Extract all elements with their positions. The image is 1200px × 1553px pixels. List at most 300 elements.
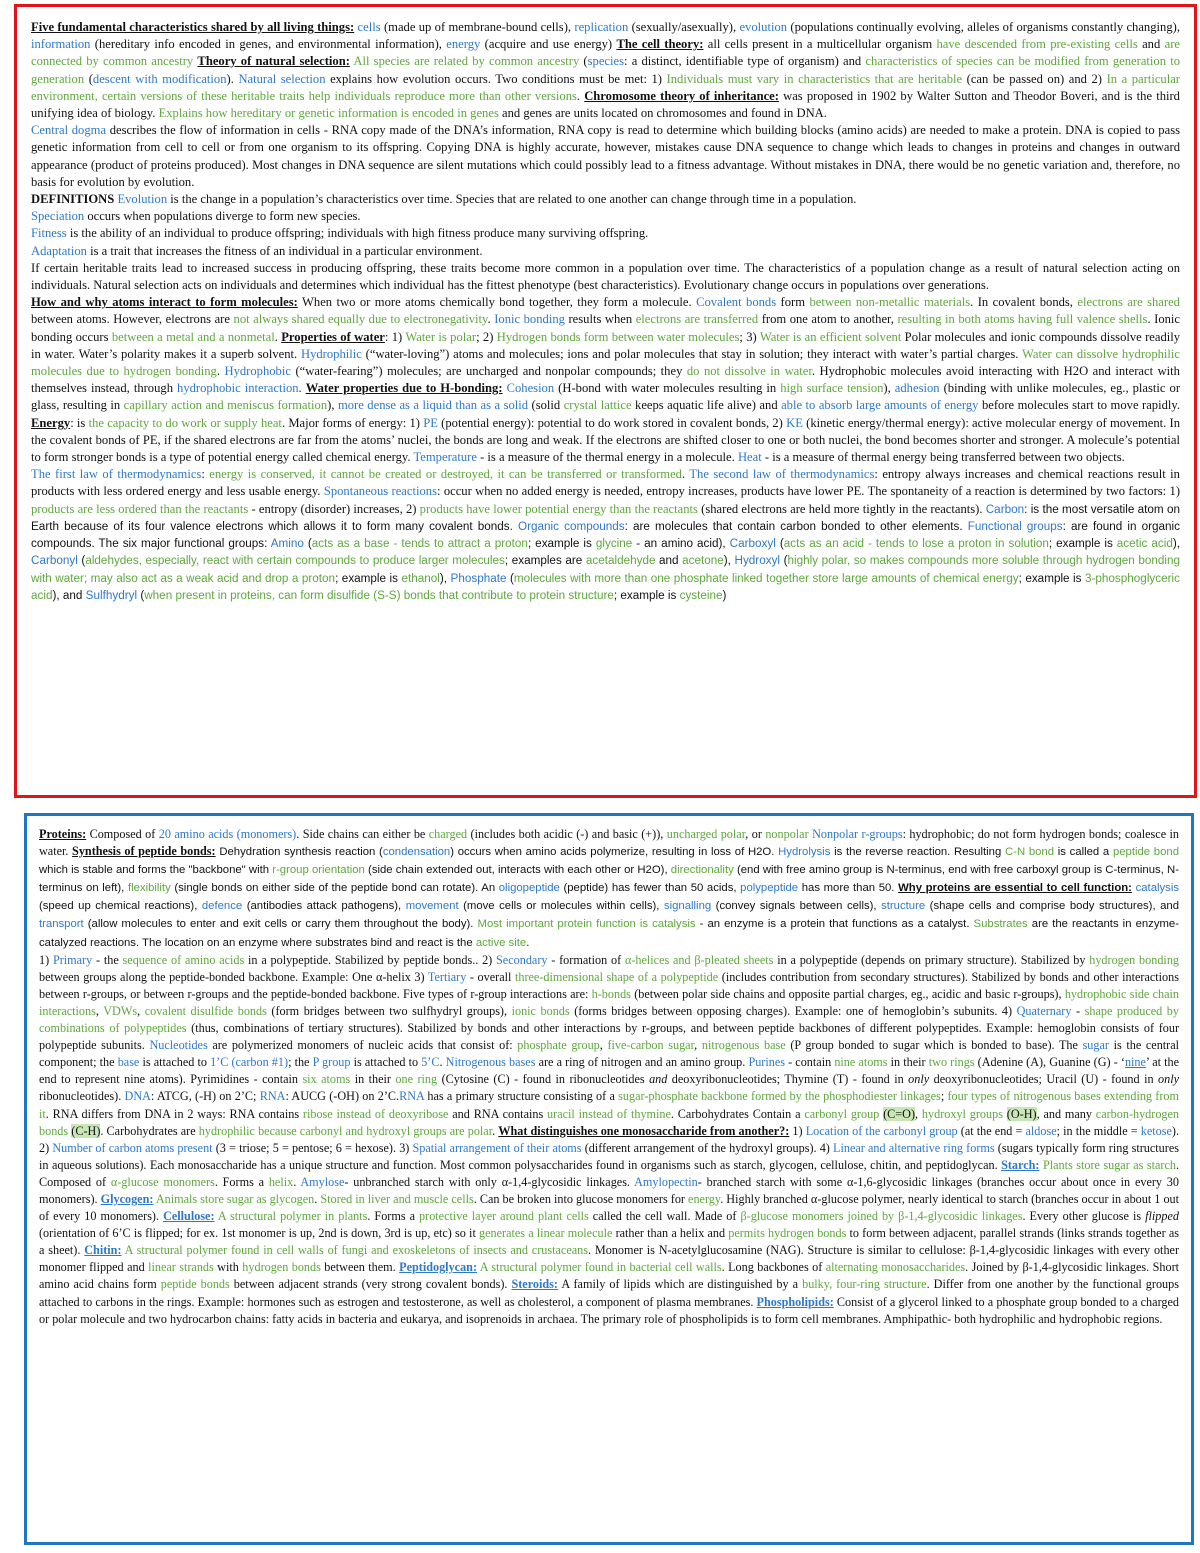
text-run: results when [564,312,636,327]
term: replication [574,20,629,34]
text-run: (shape cells and comprise body structures), and [925,900,1180,913]
key-point: Water is polar [405,329,477,344]
key-point: acetaldehyde [585,554,656,568]
text-run: - entropy (disorder) increases, 2) [248,501,420,516]
text-run: : ATCG, (-H) on 2’C; [150,1089,260,1104]
text-run: . [314,1191,321,1206]
key-point: when present in proteins, can form disulfide (S-S) bonds that contribute to protein structure [144,588,614,602]
key-point: the capacity to do work or supply heat [88,415,282,430]
term: structure [881,900,926,913]
section-heading: Properties of water [281,329,385,344]
term: sugar [1082,1038,1109,1053]
term: Spatial arrangement of their atoms [412,1140,582,1155]
term: Natural selection [238,71,326,86]
text-run: A family of lipids which are distinguished by a [557,1277,803,1292]
text-run: . Differ from one another by the functional groups attached to carbons in the rings. Example: hormones such as estrogen and testosterone, as well as cholesterol, a component of plasma membranes. [39,1277,1179,1309]
text-run: , [694,1038,702,1053]
key-point: five-carbon sugar [607,1038,695,1053]
term: Hydrophilic [300,346,362,361]
text-run: : entropy always increases and chemical reactions result in products with less ordered energy and less usable energy. [31,467,1180,499]
term: Heat [737,450,762,465]
term: DNA [124,1089,151,1104]
key-point: products have lower potential energy than the reactants [419,501,698,516]
text-run: : are molecules that contain carbon bonded to other elements. [624,519,968,533]
key-point: Individuals must vary in characteristics that are heritable [666,71,963,86]
term: Nucleotides [149,1038,208,1053]
key-point: Most important protein function is catalysis [477,918,696,931]
text-run: between groups along the peptide-bonded backbone. Example: One α-helix 3) [39,969,428,984]
text-run: (sexually/asexually), [628,20,740,34]
text-run: : is [70,415,89,430]
text-run: ). [226,71,239,86]
key-point: peptide bond [1112,846,1180,859]
section-label: DEFINITIONS [31,192,115,207]
key-point: four types of nitrogenous bases extending from it [39,1089,1179,1121]
key-point: aldehydes, especially, react with certain compounds to produce larger molecules [85,554,505,568]
text-run: . Highly branched α-glucose polymer, nearly identical to starch (branches occur in about 1 out of every 10 monomers). [39,1191,1180,1224]
text-run: between adjacent strands (very strong covalent bonds). [229,1277,512,1292]
text-run: 1) [789,1123,806,1138]
term: Amino [270,537,304,551]
text-run: occurs when populations diverge to form new species. [84,209,361,224]
key-point: linear strands [148,1260,214,1275]
key-point: carbon-hydrogen bonds [39,1106,1180,1138]
text-run: ( [579,54,588,69]
text-run: . Side chains can either be [296,827,429,841]
text-run: (Cytosine (C) - found in ribonucleotides [437,1072,650,1087]
key-point: Explains how hereditary or genetic information is encoded in genes [158,106,499,121]
term: Hydrophobic [224,364,291,379]
paragraph [31,260,1180,294]
section-heading: Water properties due to H-bonding: [305,381,503,396]
key-point: between a metal and a nonmetal [111,329,275,344]
text-run: ; examples are [504,554,586,568]
paragraph [31,225,1180,242]
key-point: Hydrogen bonds form between water molecules [496,329,740,344]
section-heading: Theory of natural selection: [197,54,350,69]
text-run: (includes contribution from secondary structures). Stabilized by bonds and other interactions between r-groups, or between r-groups and the peptide-bonded backbone. Five types of r-group interactions are: [39,969,1179,1001]
text-run: (“water-loving”) atoms and molecules; ions and polar molecules that stay in solution; they interact with water’s partial charges. [361,346,1022,361]
section-heading: Starch: [1001,1157,1040,1172]
text-run: (at the end = [957,1123,1026,1138]
emphasis: only [908,1072,930,1087]
text-run: ; example is [613,588,680,602]
term: Carbon [985,502,1025,516]
key-point: not always shared equally due to electronegativity [233,312,488,327]
text-run: and RNA contains [448,1106,548,1121]
text-run: . Can be broken into glucose monomers for [473,1191,689,1206]
term: movement [405,900,459,913]
text-run: If certain heritable traits lead to increased success in producing offspring, these traits become more common in a population over time. The characteristics of a population change as a result of natural selection acting on individuals. Natural selection acts on individuals and determines which individual has the fittest phenotype (best characteristics). Evolutionary change occurs in populations over generations. [31,260,1180,293]
text-run: , and many [1036,1106,1096,1121]
text-run: to form between adjacent, parallel strands (links strands together as a sheet). [39,1226,1179,1258]
text-run: (shared electrons are held more tightly in the reactants). [697,501,986,516]
key-point: molecules with more than one phosphate linked together store large amounts of chemical energy [513,571,1019,585]
text-run: (includes both acidic (-) and basic (+)), [467,827,667,841]
term: polypeptide [740,882,799,895]
text-run: (move cells or molecules within cells), [458,900,664,913]
key-point: generates a linear molecule [479,1226,613,1241]
text-run: ( [77,554,86,568]
key-point: All species are related by common ancestry [353,54,580,69]
text-run: . [492,1123,499,1138]
text-run: . Ionic bonding occurs [31,312,1181,344]
text-run: (form bridges between two sulfhydryl groups), [266,1003,512,1018]
term: Ionic bonding [494,312,565,327]
text-run: ; in the middle = [1056,1123,1141,1138]
text-run: ( [303,537,312,551]
text-run: (Adenine (A), Guanine (G) - ‘ [974,1055,1125,1070]
text-run: ), [327,398,338,413]
text-run: form [776,295,810,310]
text-run: rather than a helix and [612,1226,729,1241]
text-run: in a polypeptide. Stabilized by peptide bonds.. 2) [244,952,497,967]
text-run: ; example is [527,537,596,551]
key-point: cysteine [679,588,723,602]
key-point: r-group orientation [272,864,365,877]
term: Organic compounds [518,519,625,533]
text-run: When two or more atoms chemically bond together, they form a molecule. [297,295,697,310]
text-run: (made up of membrane-bound cells), [380,20,575,34]
section-heading: Chitin: [84,1243,122,1258]
text-run: (P group bonded to sugar which is bonded to base). The [785,1038,1083,1053]
term: Primary [52,952,93,967]
text-run: : is the most versatile atom on Earth because of its four valence electrons which allows it to form many covalent bonds. [31,502,1181,533]
paragraph [31,19,1180,122]
text-run: . [216,364,225,379]
text-run: ; 2) [476,329,497,344]
text-run: ; [940,1089,948,1104]
text-run: - an enzyme is a protein that functions as a catalyst. [695,918,974,931]
key-point: Substrates [973,918,1028,931]
text-run: Consist of a glycerol linked to a phosphate group bonded to a charged or polar molecule and two hydrocarbon chains: fatty acids in bacteria and eukarya, and isoprenoids in archaea. The primary role of phospholipids is to form cell membranes. Amphipathic- both hydrophilic and hydrophobic regions. [39,1294,1179,1326]
section-heading: How and why atoms interact to form molecules: [31,295,298,310]
key-point: alternating monosaccharides [825,1260,966,1275]
notes-panel-blue [24,813,1194,1545]
term: cells [357,20,381,34]
key-point: are connected by common ancestry [31,37,1180,69]
text-run: in their [887,1055,929,1070]
key-point: A structural polymer in plants [217,1209,368,1224]
text-run: ), and [52,588,86,602]
term: Evolution [117,192,168,207]
text-run: is a trait that increases the fitness of an individual in a particular environment. [86,243,483,258]
highlighted-formula: (C-H) [71,1123,101,1138]
text-run: . Every other glucose is [1022,1209,1146,1224]
term: Central dogma [31,123,107,138]
text-run: is attached to [139,1055,211,1070]
text-run: has a primary structure consisting of a [424,1089,619,1104]
key-point: capillary action and meniscus formation [123,398,328,413]
text-run: - contain [785,1055,835,1070]
key-point: between non-metallic materials [809,295,971,310]
text-run: are polymerized monomers of nucleic acids that consist of: [207,1038,518,1053]
term: Nitrogenous bases [445,1055,536,1070]
term: Nonpolar r-groups [812,827,903,841]
section-heading: Cellulose: [163,1209,215,1224]
term: descent with modification [92,71,227,86]
term: Quaternary [1016,1003,1072,1018]
text-run: (kinetic energy/thermal energy): active molecular energy of movement. In the covalent bonds of PE, if the shared electrons are far from the atoms’ nuclei, the bonds are long and weak. If the electrons are shifted closer to one or both nuclei, the bond becomes shorter and stronger. A molecule’s potential to form stronger bonds is a type of potential energy called chemical energy. [31,415,1181,465]
text-run: (can be passed on) and 2) [962,71,1107,86]
term: 20 amino acids (monomers) [158,827,297,841]
term: oligopeptide [498,882,560,895]
term: PE [423,415,438,430]
text-run: - [1071,1003,1085,1018]
text-run: : are found in organic compounds. The six major functional groups: [31,519,1181,551]
text-run: and [1137,37,1165,52]
key-point: hydrophobic side chain interactions [39,986,1180,1018]
text-run: in their [350,1072,396,1087]
text-run: (convey signals between cells), [711,900,882,913]
text-run: . Carbohydrates are [100,1123,199,1138]
key-point: acts as an acid - tends to lose a proton in solution [783,537,1049,551]
term: Sulfhydryl [85,588,138,602]
term: Covalent bonds [696,295,777,310]
text-run: ; 3) [739,329,760,344]
key-point: active site [475,936,527,949]
text-run: is called a [1054,846,1113,859]
term: Hydroxyl [734,554,781,568]
section-heading: Peptidoglycan: [399,1260,478,1275]
key-point: ionic bonds [511,1003,570,1018]
text-run: (sugars typically form ring structures in aqueous solutions). Each monosaccharide has a unique structure and function. Most common polysaccharides found in organisms such as starch, glycogen, cellulose, chitin, and peptidoglycan. [39,1140,1179,1172]
text-run: (H-bond with water molecules resulting in [554,381,781,396]
paragraph [31,294,1180,466]
text-run: - branched starch with some α-1,6-glycosidic linkages (branches occur about once in every 30 monomers). [39,1174,1179,1206]
key-point: have descended from pre-existing cells [936,37,1138,52]
text-run: ( [84,71,93,86]
term: RNA [259,1089,286,1104]
text-run: deoxyribonucleotides; Uracil (U) - found in [929,1072,1159,1087]
text-run: . [576,88,585,103]
text-run: (acquire and use energy) [480,37,617,52]
term: Amylopectin [634,1174,698,1189]
text-run: ( [780,554,788,568]
key-point: energy [688,1191,721,1206]
term: Purines [748,1055,785,1070]
text-run: was proposed in 1902 by Walter Sutton and Theodor Boveri, and is the third unifying idea of biology. [31,88,1180,121]
key-point: shape produced by combinations of polypeptides [39,1003,1179,1036]
term: more dense as a liquid than as a solid [337,398,529,413]
text-run: (potential energy): potential to do work stored in covalent bonds, 2) [437,415,787,430]
text-run: between them. [320,1260,400,1275]
paragraph [31,466,1180,604]
key-point: sugar-phosphate backbone formed by the phosphodiester linkages [618,1089,941,1104]
key-point: acetic acid [1116,537,1173,551]
text-run: and [655,554,683,568]
text-run: . RNA differs from DNA in 2 ways: RNA contains [45,1106,303,1121]
text-run: ribonucleotides). [39,1089,125,1104]
key-point: do not dissolve in water [686,364,812,379]
text-run: ). 2) [39,1123,1180,1155]
term: Functional groups [967,519,1063,533]
text-run: - unbranched starch with only α-1,4-glycosidic linkages. [344,1174,635,1189]
key-point: one ring [395,1072,438,1087]
text-run: deoxyribonucleotides; Thymine (T) - found in [667,1072,909,1087]
text-run: (end with free amino group is N-terminus, end with free carboxyl group is C-terminus, N-terminus on left), [39,864,1179,895]
text-run: , [95,1003,104,1018]
key-point: permits hydrogen bonds [728,1226,847,1241]
text-run: ; example is [1048,537,1117,551]
text-run: is the ability of an individual to produce offspring; individuals with high fitness produce many surviving offspring. [66,226,649,241]
term: The second law of thermodynamics [689,467,875,482]
text-run: : hydrophobic; do not form hydrogen bonds; coalesce in water. [39,827,1179,859]
text-run: explains how evolution occurs. Two conditions must be met: 1) [325,71,667,86]
section-heading: Steroids: [511,1277,558,1292]
text-run: - an amino acid), [632,537,730,551]
key-point: ethanol [401,571,440,585]
key-point: hydroxyl groups [921,1106,1003,1121]
text-run: . In covalent bonds, [970,295,1078,310]
key-point: nonpolar [765,827,809,841]
term: Speciation [31,209,85,224]
key-point: acetone [682,554,724,568]
key-point: β-glucose monomers joined by β-1,4-glycosidic linkages [740,1209,1023,1224]
emphasis: and [649,1072,668,1087]
text-run: . [293,1174,301,1189]
notes-panel-red [14,4,1197,798]
key-point: glycine [595,537,633,551]
text-run: : a distinct, identifiable type of organism) and [624,54,866,69]
text-run: - overall [466,969,515,984]
text-run: (speed up chemical reactions), [39,900,202,913]
text-run: - is a measure of thermal energy being transferred between two objects. [761,450,1125,465]
term: Carboxyl [729,537,776,551]
term: able to absorb large amounts of energy [781,398,979,413]
text-run: - the [92,952,123,967]
term: 1’C (carbon #1) [210,1055,289,1070]
text-run: with [213,1260,243,1275]
text-run: ), [1172,537,1180,551]
text-run: between atoms. However, electrons are [31,312,234,327]
section-heading: Why proteins are essential to cell function: [898,882,1132,895]
term: Tertiary [427,969,467,984]
key-point: Water can dissolve hydrophilic molecules due to hydrogen bonding [31,346,1180,379]
term: base [117,1055,140,1070]
text-run: Polar molecules and ionic compounds dissolve readily in water. Water’s polarity makes it a superb solvent. [31,329,1181,361]
term: species [587,54,625,69]
term: catalysis [1135,882,1180,895]
text-run: are the reactants in enzyme-catalyzed reactions. The location on an enzyme where substrates bind and react is the [39,918,1180,949]
term: Adaptation [31,243,87,258]
section-heading: Five fundamental characteristics shared by all living things: [31,20,355,34]
text-run: . [274,329,282,344]
term: Linear and alternative ring forms [833,1140,995,1155]
key-point: electrons are shared [1077,295,1180,310]
highlighted-formula: (O-H) [1006,1106,1037,1121]
key-point: Stored in liver and muscle cells [320,1191,474,1206]
text-run: is the central component; the [39,1038,1180,1070]
key-point: six atoms [302,1072,351,1087]
key-point: VDWs [103,1003,138,1018]
key-point: A structural polymer found in bacterial cell walls [479,1260,722,1275]
key-point: charged [428,827,468,841]
key-point: α-glucose monomers [110,1174,215,1189]
text-run: . [487,312,495,327]
text-run: (hereditary info encoded in genes, and environmental information), [90,37,447,52]
paragraph [39,952,1179,1328]
term: P group [312,1055,351,1070]
text-run: ( [775,537,784,551]
text-run: is attached to [350,1055,422,1070]
text-run: ; example is [1018,571,1085,585]
key-point: h-bonds [591,986,631,1001]
section-heading: Energy [31,415,71,430]
text-run: from one atom to another, [758,312,898,327]
text-run: . Forms a [214,1174,269,1189]
key-point: high surface tension [780,381,884,396]
term: Spontaneous reactions [323,484,437,499]
term: information [31,37,91,52]
text-run: (different arrangement of the hydroxyl groups). 4) [581,1140,834,1155]
paragraph [31,122,1180,191]
term: KE [786,415,803,430]
text-run: are a ring of nitrogen and an amino group. [535,1055,749,1070]
text-run: (antibodies attack pathogens), [242,900,406,913]
text-run: ’ at the end to represent nine atoms). Pyrimidines - contain [39,1055,1180,1087]
key-point: In a particular environment, certain versions of these heritable traits help individuals reproduce more than other versions [31,71,1180,103]
key-point: bulky, four-ring structure [802,1277,927,1292]
paragraph [31,191,1180,208]
text-run: ( [137,588,145,602]
text-run: , [137,1003,145,1018]
text-run: . Composed of [39,1157,1180,1189]
term: Carbonyl [31,554,78,568]
key-point: acts as a base - tends to attract a proton [311,537,528,551]
text-run: (peptide) has fewer than 50 acids, [559,882,741,895]
text-run: (orientation of 6’C is flipped; for ex. 1st monomer is up, 2nd is down, 3rd is up, etc) so it [39,1226,480,1241]
term: evolution [739,20,788,34]
text-run: (“water-fearing”) molecules; are uncharged and nonpolar compounds; they [290,364,687,379]
text-run: all cells present in a multicellular organism [703,37,937,52]
key-point: α-helices and β-pleated sheets [624,952,774,967]
term: Secondary [496,952,548,967]
key-point: sequence of amino acids [122,952,245,967]
term: condensation [382,846,451,859]
text-run: ) [722,588,727,602]
text-run: - is a measure of the thermal energy in a molecule. [476,450,738,465]
key-point: characteristics of species can be modified from generation to generation [31,54,1181,86]
text-run: . Forms a [367,1209,420,1224]
term: hydrophobic interaction [177,381,299,396]
text-run: . Carbohydrates Contain a [670,1106,805,1121]
text-run: 1) [39,952,53,967]
text-run: , [599,1038,608,1053]
section-heading: Proteins: [39,827,87,841]
key-point: Animals store sugar as glycogen [155,1191,315,1206]
key-point: hydrogen bonds [242,1260,321,1275]
key-point: products are less ordered than the reactants [31,501,249,516]
term: Hydrolysis [778,846,831,859]
text-run: : AUCG (-OH) on 2’C. [285,1089,400,1104]
text-run: which is stable and forms the "backbone" with [39,864,273,877]
term: Cohesion [506,381,555,396]
text-run: (3 = triose; 5 = pentose; 6 = hexose). 3) [212,1140,413,1155]
term: Phosphate [450,571,507,585]
key-point: hydrogen bonding [1089,952,1180,967]
section-heading: Glycogen: [100,1191,154,1206]
text-run: . [439,1055,446,1070]
key-point: highly polar, so makes compounds more soluble through hydrogen bonding with water; may also act as a weak acid and drop a proton [31,554,1181,585]
text-run: ; example is [335,571,402,585]
text-run: . [526,936,530,949]
term: nine [1124,1055,1146,1070]
text-run: . Hydrophobic molecules avoid interacting with H2O and interact with themselves instead, through [31,364,1180,396]
key-point: carbonyl group [804,1106,880,1121]
text-run: (solid [528,398,564,413]
key-point: directionality [670,864,734,877]
